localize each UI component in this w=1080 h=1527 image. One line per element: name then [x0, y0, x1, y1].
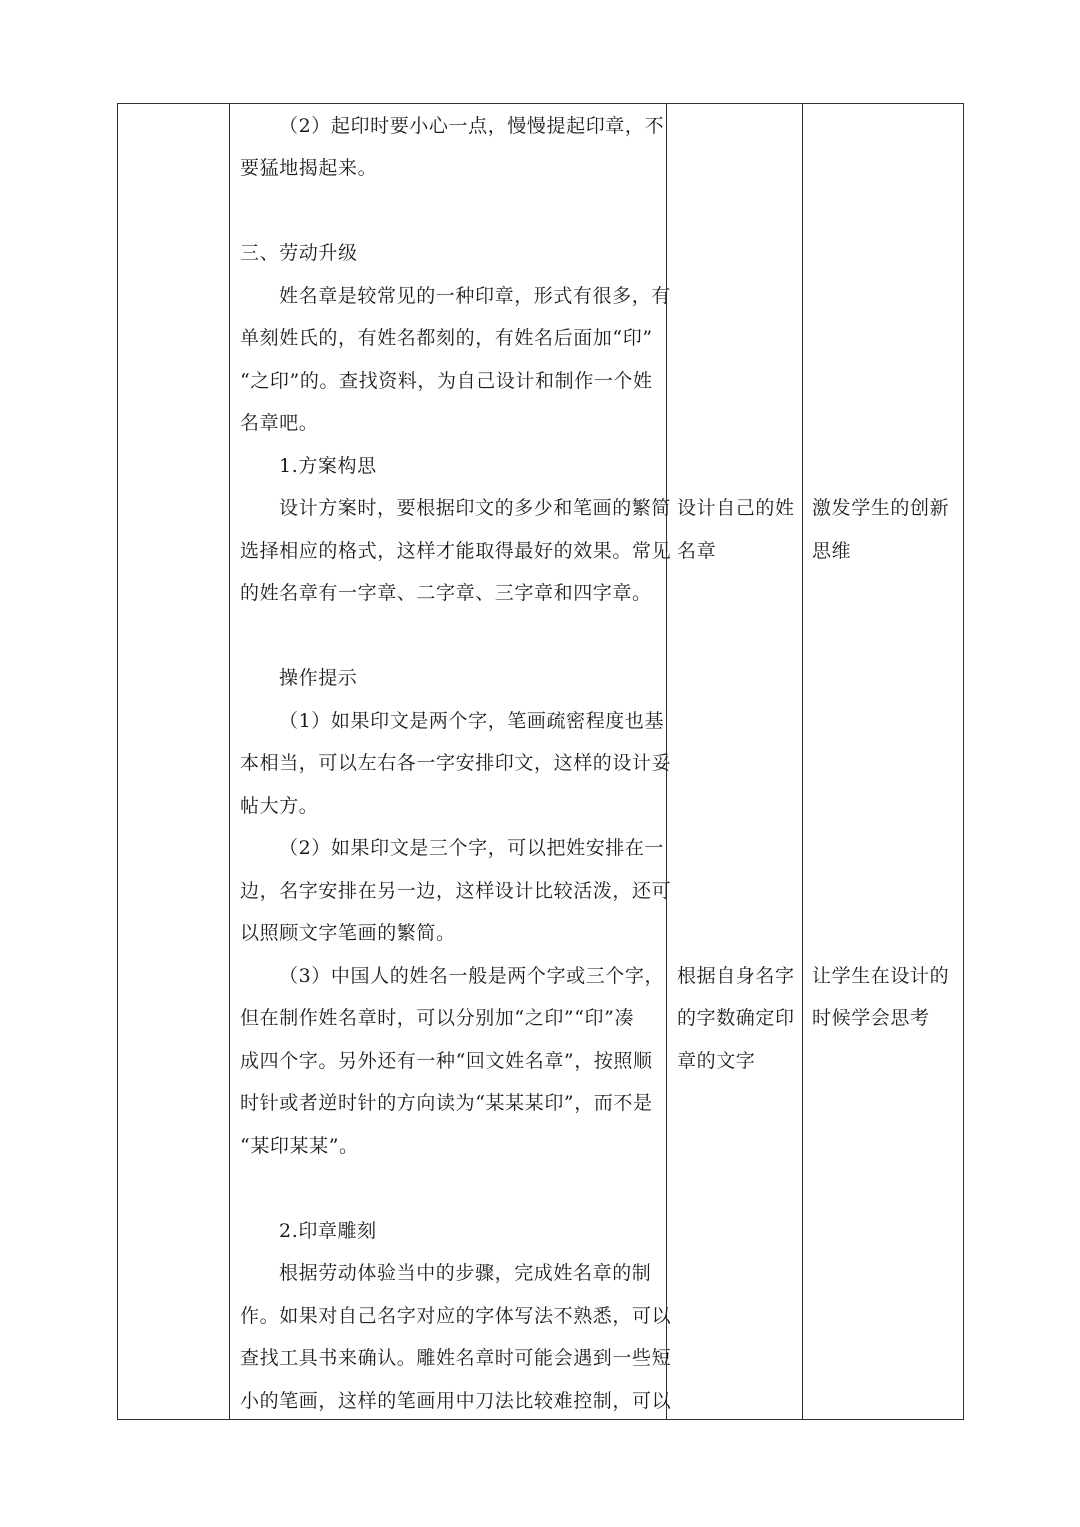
- text-line: （3）中国人的姓名一般是两个字或三个字，: [279, 965, 665, 987]
- text-line: （2）如果印文是三个字，可以把姓安排在一: [279, 837, 665, 859]
- text-line: 以照顾文字笔画的繁简。: [240, 922, 456, 944]
- text-line: 查找工具书来确认。雕姓名章时可能会遇到一些短: [240, 1347, 672, 1369]
- text-line: 根据劳动体验当中的步骤，完成姓名章的制: [279, 1262, 652, 1284]
- activity-text: 章的文字: [677, 1050, 756, 1072]
- activity-text: 设计自己的姓: [677, 497, 795, 519]
- text-line: 的姓名章有一字章、二字章、三字章和四字章。: [240, 582, 652, 604]
- subsection-heading: 1.方案构思: [279, 455, 377, 477]
- tips-heading: 操作提示: [279, 667, 358, 689]
- text-line: （2）起印时要小心一点，慢慢提起印章，不: [279, 115, 665, 137]
- text-line: 选择相应的格式，这样才能取得最好的效果。常见: [240, 540, 672, 562]
- intent-text: 激发学生的创新: [812, 497, 950, 519]
- text-line: 时针或者逆时针的方向读为“某某某印”，而不是: [240, 1092, 653, 1114]
- intent-text: 思维: [812, 540, 852, 562]
- text-line: “之印”的。查找资料，为自己设计和制作一个姓: [240, 370, 653, 392]
- activity-text: 名章: [677, 540, 717, 562]
- student-activity-cell: [666, 104, 802, 1419]
- text-line: 但在制作姓名章时，可以分别加“之印”“印”凑: [240, 1007, 635, 1029]
- text-line: 作。如果对自己名字对应的字体写法不熟悉，可以: [240, 1305, 672, 1327]
- text-line: 本相当，可以左右各一字安排印文，这样的设计妥: [240, 752, 672, 774]
- section-heading: 三、劳动升级: [240, 242, 358, 264]
- teaching-content-cell: [229, 104, 672, 1419]
- text-line: 小的笔画，这样的笔画用中刀法比较难控制，可以: [240, 1390, 672, 1412]
- design-intent-cell: [802, 104, 963, 1419]
- activity-text: 的字数确定印: [677, 1007, 795, 1029]
- stage-cell: [118, 104, 229, 1419]
- text-line: 设计方案时，要根据印文的多少和笔画的繁简: [279, 497, 672, 519]
- text-line: 成四个字。另外还有一种“回文姓名章”，按照顺: [240, 1050, 653, 1072]
- text-line: （1）如果印文是两个字，笔画疏密程度也基: [279, 710, 665, 732]
- text-line: 要猛地揭起来。: [240, 157, 378, 179]
- text-line: 名章吧。: [240, 412, 319, 434]
- text-line: 单刻姓氏的，有姓名都刻的，有姓名后面加“印”: [240, 327, 653, 349]
- intent-text: 让学生在设计的: [812, 965, 950, 987]
- subsection-heading: 2.印章雕刻: [279, 1220, 377, 1242]
- intent-text: 时候学会思考: [812, 1007, 930, 1029]
- text-line: 帖大方。: [240, 795, 319, 817]
- text-line: 姓名章是较常见的一种印章，形式有很多，有: [279, 285, 672, 307]
- text-line: “某印某某”。: [240, 1135, 359, 1157]
- text-line: 边，名字安排在另一边，这样设计比较活泼，还可: [240, 880, 672, 902]
- lesson-plan-table: [117, 103, 964, 1420]
- activity-text: 根据自身名字: [677, 965, 795, 987]
